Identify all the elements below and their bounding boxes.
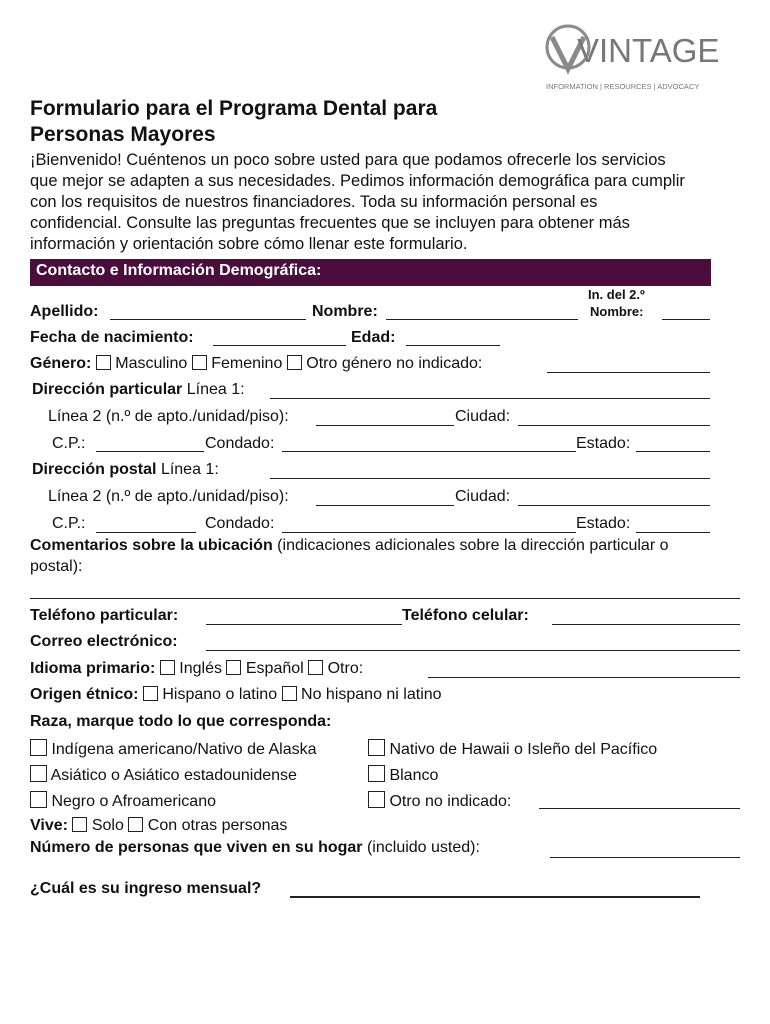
femenino-checkbox[interactable] [192, 355, 207, 370]
dir-particular-linea1-field[interactable] [270, 398, 710, 399]
dir-postal-ciudad-label: Ciudad: [455, 488, 511, 505]
origen-row: Origen étnico: Hispano o latino No hispano ni latino [30, 686, 442, 703]
comentarios-field[interactable] [30, 598, 740, 599]
otro-raza-field[interactable] [539, 808, 740, 809]
dir-postal-ciudad-field[interactable] [518, 505, 710, 506]
dir-particular-cp-field[interactable] [96, 451, 204, 452]
hispano-checkbox[interactable] [143, 686, 158, 701]
negro-checkbox[interactable] [30, 791, 47, 808]
ingreso-label: ¿Cuál es su ingreso mensual? [30, 880, 262, 897]
dir-postal-row: Dirección postal Línea 1: [32, 461, 219, 478]
numero-personas-field[interactable] [550, 857, 740, 858]
dir-postal-linea2-label: Línea 2 (n.º de apto./unidad/piso): [48, 488, 289, 505]
ingreso-field[interactable] [290, 896, 700, 898]
comentarios-row: Comentarios sobre la ubicación (indicaciones adicionales sobre la dirección particular o [30, 537, 669, 554]
apellido-label: Apellido: [30, 303, 99, 320]
initial-label-line2: Nombre: [590, 304, 644, 319]
hawaii-option: Nativo de Hawaii o Isleño del Pacífico [368, 739, 657, 759]
intro-paragraph: ¡Bienvenido! Cuéntenos un poco sobre usted para que podamos ofrecerle los servicios que mejor se adapten a sus necesidades. Pedimos información demográfica para cumplir con los requisitos de nuestros financiadores. Toda su información personal es confidencial. Consulte las preguntas frecuentes que se incluyen para obtener más información y orientación sobre cómo llenar este formulario. [30, 151, 685, 253]
dir-particular-cp-label: C.P.: [52, 435, 86, 452]
blanco-checkbox[interactable] [368, 765, 385, 782]
asiatico-checkbox[interactable] [30, 765, 47, 782]
edad-label: Edad: [351, 329, 396, 346]
dir-postal-estado-label: Estado: [576, 515, 631, 532]
no-hispano-checkbox[interactable] [282, 686, 297, 701]
dir-postal-condado-field[interactable] [282, 532, 576, 533]
apellido-field[interactable] [110, 319, 306, 320]
dir-particular-ciudad-label: Ciudad: [455, 408, 511, 425]
raza-label: Raza, marque todo lo que corresponda: [30, 713, 332, 730]
negro-option: Negro o Afroamericano [30, 791, 216, 811]
dir-particular-linea2-field[interactable] [316, 425, 454, 426]
correo-field[interactable] [206, 650, 740, 651]
nombre-field[interactable] [386, 319, 578, 320]
dir-postal-cp-label: C.P.: [52, 515, 86, 532]
otras-personas-checkbox[interactable] [128, 817, 143, 832]
vive-row: Vive: Solo Con otras personas [30, 817, 288, 834]
initial-field[interactable] [662, 319, 710, 320]
page-title: Formulario para el Programa Dental para Personas Mayores [30, 97, 438, 146]
masculino-checkbox[interactable] [96, 355, 111, 370]
numero-personas-row: Número de personas que viven en su hogar (incluido usted): [30, 839, 480, 856]
dir-postal-cp-field[interactable] [96, 532, 196, 533]
tel-celular-field[interactable] [552, 624, 740, 625]
tel-particular-label: Teléfono particular: [30, 607, 179, 624]
dir-particular-condado-field[interactable] [282, 451, 576, 452]
otro-raza-checkbox[interactable] [368, 791, 385, 808]
ingles-checkbox[interactable] [160, 660, 175, 675]
espanol-checkbox[interactable] [226, 660, 241, 675]
edad-field[interactable] [406, 345, 500, 346]
dir-particular-estado-label: Estado: [576, 435, 631, 452]
section-header: Contacto e Información Demográfica: [30, 259, 711, 286]
asiatico-option: Asiático o Asiático estadounidense [30, 765, 297, 785]
logo-brand: VINTAGE [577, 32, 720, 69]
dir-postal-linea1-field[interactable] [270, 478, 710, 479]
tel-particular-field[interactable] [206, 624, 402, 625]
genero-row: Género: Masculino Femenino Otro género no indicado: [30, 355, 483, 372]
blanco-option: Blanco [368, 765, 438, 785]
tel-celular-label: Teléfono celular: [402, 607, 529, 624]
dir-particular-row: Dirección particular Línea 1: [32, 381, 245, 398]
logo-tagline: INFORMATION | RESOURCES | ADVOCACY [546, 82, 700, 91]
indigena-option: Indígena americano/Nativo de Alaska [30, 739, 317, 759]
initial-label-line1: In. del 2.º [588, 287, 645, 302]
dir-particular-condado-label: Condado: [205, 435, 275, 452]
fecha-label: Fecha de nacimiento: [30, 329, 194, 346]
indigena-checkbox[interactable] [30, 739, 47, 756]
dir-postal-condado-label: Condado: [205, 515, 275, 532]
hawaii-checkbox[interactable] [368, 739, 385, 756]
otro-raza-option: Otro no indicado: [368, 791, 511, 811]
logo [544, 20, 724, 100]
dir-particular-ciudad-field[interactable] [518, 425, 710, 426]
fecha-field[interactable] [213, 345, 346, 346]
comentarios-line2: postal): [30, 558, 83, 575]
solo-checkbox[interactable] [72, 817, 87, 832]
otro-genero-checkbox[interactable] [287, 355, 302, 370]
dir-particular-estado-field[interactable] [636, 451, 710, 452]
dir-postal-linea2-field[interactable] [316, 505, 454, 506]
dir-postal-estado-field[interactable] [636, 532, 710, 533]
otro-idioma-checkbox[interactable] [308, 660, 323, 675]
otro-genero-field[interactable] [547, 372, 710, 373]
idioma-row: Idioma primario: Inglés Español Otro: [30, 660, 364, 677]
dir-particular-linea2-label: Línea 2 (n.º de apto./unidad/piso): [48, 408, 289, 425]
correo-label: Correo electrónico: [30, 633, 178, 650]
nombre-label: Nombre: [312, 303, 378, 320]
otro-idioma-field[interactable] [428, 677, 740, 678]
